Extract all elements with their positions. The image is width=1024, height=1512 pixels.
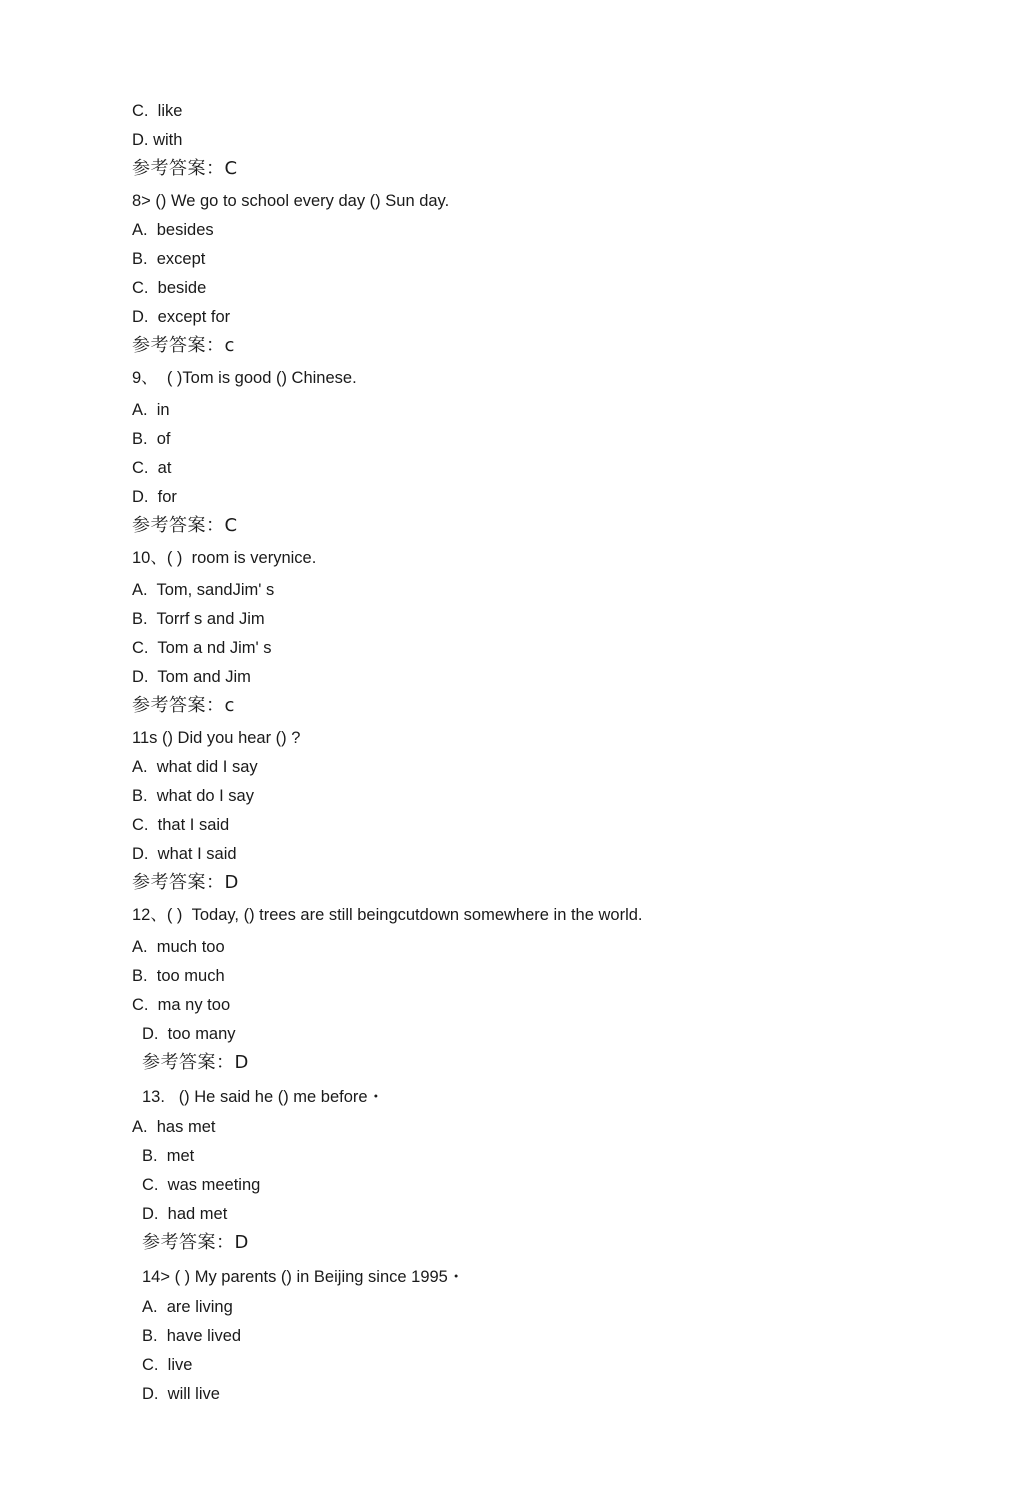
- q8-answer: 参考答案：c: [132, 335, 235, 356]
- q7-option-c: C. like: [132, 102, 183, 120]
- q8-option-d: D. except for: [132, 308, 231, 326]
- q13-option-d: D. had met: [142, 1205, 228, 1223]
- q11-option-c: C. that I said: [132, 816, 230, 834]
- q12-option-d: D. too many: [142, 1025, 236, 1043]
- q12-option-c: C. ma ny too: [132, 996, 231, 1014]
- q12-option-b: B. too much: [132, 967, 225, 985]
- q9-question: 9、 ( )Tom is good () Chinese.: [132, 369, 357, 387]
- q10-question: 10、( ) room is verynice.: [132, 549, 317, 567]
- q12-question: 12、( ) Today, () trees are still beingcutdown somewhere in the world.: [132, 906, 643, 924]
- q14-option-c: C. live: [142, 1356, 193, 1374]
- q8-option-c: C. beside: [132, 279, 207, 297]
- q13-option-a: A. has met: [132, 1118, 216, 1136]
- q10-option-c: C. Tom a nd Jim' s: [132, 639, 272, 657]
- q9-option-b: B. of: [132, 430, 171, 448]
- q9-option-c: C. at: [132, 459, 172, 477]
- q10-option-b: B. Torrf s and Jim: [132, 610, 265, 628]
- q10-option-d: D. Tom and Jim: [132, 668, 251, 686]
- q11-option-b: B. what do I say: [132, 787, 254, 805]
- q11-question: 11s () Did you hear () ?: [132, 729, 301, 747]
- q13-option-c: C. was meeting: [142, 1176, 261, 1194]
- q7-answer: 参考答案：C: [132, 158, 238, 179]
- q8-option-b: B. except: [132, 250, 206, 268]
- q12-answer: 参考答案：D: [142, 1052, 249, 1073]
- q13-answer: 参考答案：D: [142, 1232, 249, 1253]
- q12-option-a: A. much too: [132, 938, 225, 956]
- q14-option-b: B. have lived: [142, 1327, 242, 1345]
- q9-option-d: D. for: [132, 488, 177, 506]
- q10-answer: 参考答案：c: [132, 695, 235, 716]
- q11-option-d: D. what I said: [132, 845, 237, 863]
- q14-question: 14> ( ) My parents () in Beijing since 1995・: [142, 1268, 465, 1286]
- q9-answer: 参考答案：C: [132, 515, 238, 536]
- q8-option-a: A. besides: [132, 221, 214, 239]
- q13-question: 13. () He said he () me before・: [142, 1088, 385, 1106]
- q10-option-a: A. Tom, sandJim' s: [132, 581, 275, 599]
- q11-answer: 参考答案：D: [132, 872, 239, 893]
- q14-option-d: D. will live: [142, 1385, 220, 1403]
- q8-question: 8> () We go to school every day () Sun day.: [132, 192, 450, 210]
- q9-option-a: A. in: [132, 401, 170, 419]
- q7-option-d: D. with: [132, 131, 183, 149]
- q13-option-b: B. met: [142, 1147, 195, 1165]
- q11-option-a: A. what did I say: [132, 758, 258, 776]
- q14-option-a: A. are living: [142, 1298, 233, 1316]
